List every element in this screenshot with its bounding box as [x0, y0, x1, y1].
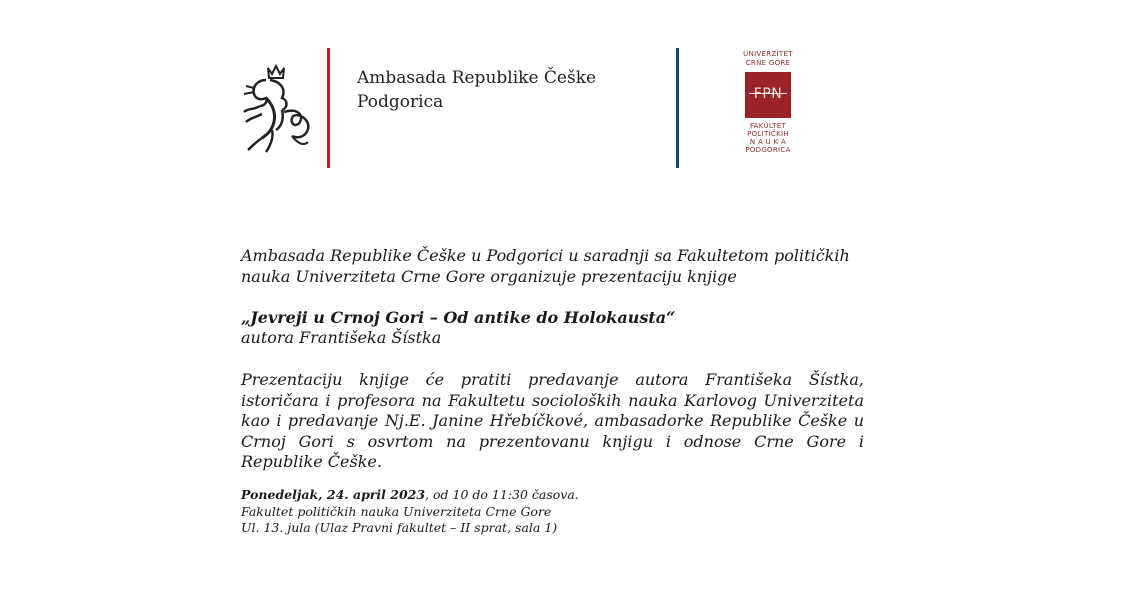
event-venue: Fakultet političkih nauka Univerziteta Crne Gore — [241, 503, 552, 519]
event-date: Ponedeljak, 24. april 2023 — [241, 487, 426, 502]
fpn-top-line2: CRNE GORE — [745, 59, 791, 67]
book-title: „Jevreji u Crnoj Gori – Od antike do Holokausta“ — [241, 308, 676, 327]
event-datetime — [241, 487, 841, 504]
fpn-top-line1: UNIVERZITET — [743, 50, 793, 58]
blue-divider — [676, 48, 679, 168]
fpn-bottom-line1: FAKULTET — [749, 122, 786, 130]
invitation-body — [241, 245, 864, 473]
red-divider — [327, 48, 330, 168]
event-time: , od 10 do 11:30 časova. — [425, 487, 579, 502]
description-text: Prezentaciju knjige će pratiti predavanje autora Františeka Šístka, istoričara i profesora na Fakultetu socioloških nauka Karlovog Univerziteta kao i predavanje Nj.E. Janine Hřebíčkové, ambasadorke Republike Češke u Crnoj Gori s osvrtom na prezentovanu knjigu i odnose Crne Gore i Republike Češke. — [241, 370, 864, 471]
embassy-name-line2: Podgorica — [357, 92, 444, 112]
intro-text: Ambasada Republike Češke u Podgorici u saradnji sa Fakultetom političkih nauka Univerziteta Crne Gore organizuje prezentaciju knjige — [241, 246, 850, 286]
embassy-name-line1: Ambasada Republike Češke — [357, 68, 597, 88]
event-address: Ul. 13. jula (Ulaz Pravni fakultet – II sprat, sala 1) — [241, 520, 558, 535]
fpn-emblem-icon — [745, 72, 791, 118]
fpn-bottom-line3: N A U K A — [749, 138, 787, 146]
fpn-bottom-line4: PODGORICA — [745, 146, 791, 154]
event-details — [241, 487, 841, 537]
fpn-logo — [728, 50, 808, 154]
czech-lion-icon — [238, 64, 314, 156]
book-author: autora Františeka Šístka — [241, 328, 442, 347]
fpn-letters: FPN — [753, 86, 783, 102]
fpn-bottom-line2: POLITIČKIH — [747, 130, 789, 138]
embassy-name — [357, 66, 596, 114]
